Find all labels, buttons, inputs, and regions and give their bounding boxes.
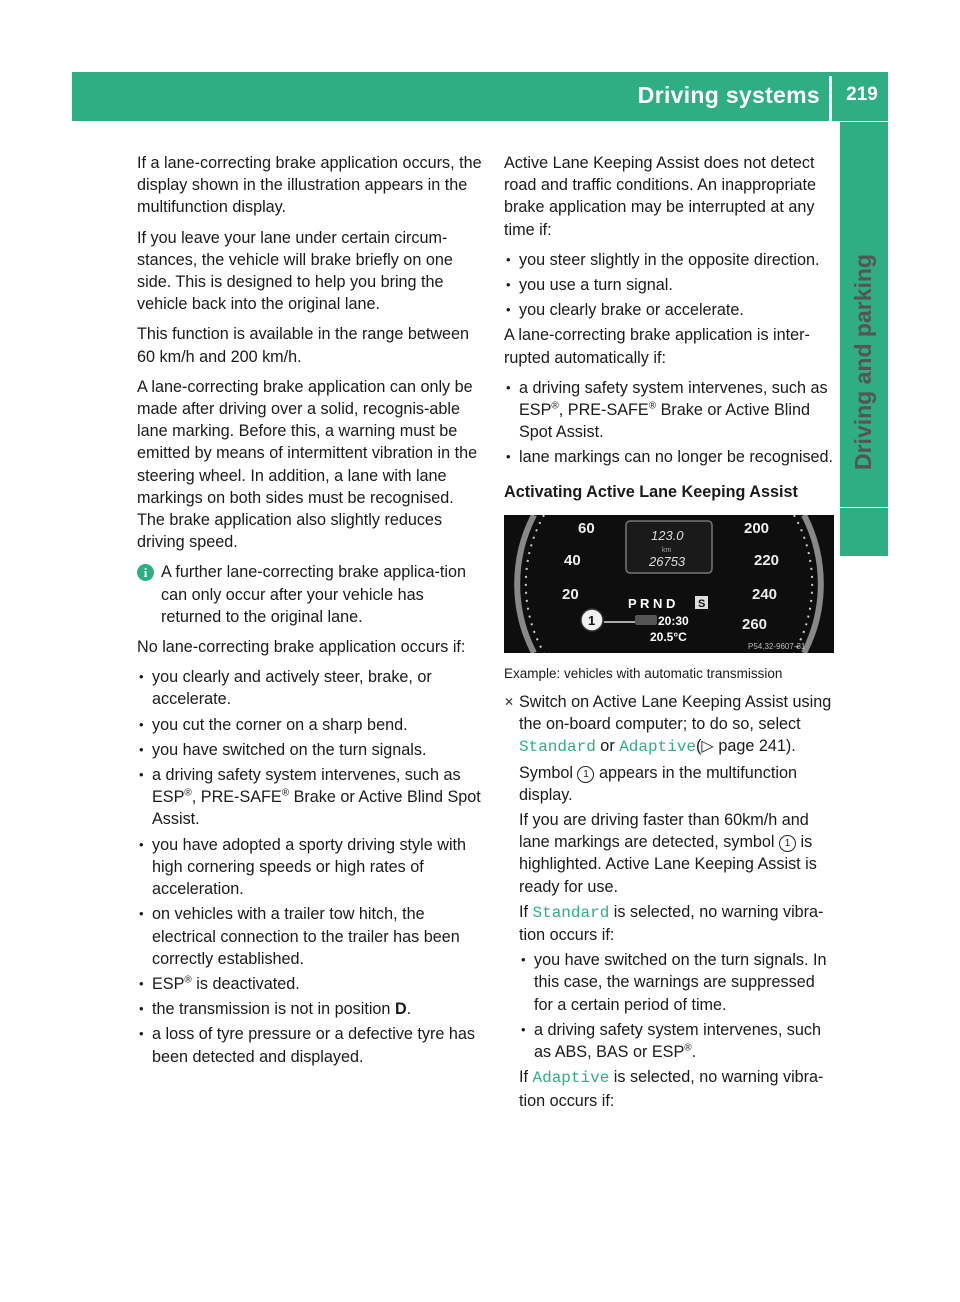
list-item: • lane markings can no longer be recognised.	[504, 446, 834, 468]
paragraph: Symbol 1 appears in the multifunction display.	[519, 763, 797, 804]
paragraph: A lane-correcting brake application can only be made after driving over a solid, recognis-able lane marking. Before this, a warning must be emitted by means of intermittent vibration in the steering wheel. In addition, a lane with lane markings on both sides must be recognised. The brake application also slightly reduces driving speed.	[137, 377, 478, 552]
tick-label: 240	[752, 585, 778, 603]
list-item: • you clearly and actively steer, brake, or accelerate.	[137, 666, 483, 710]
paragraph: If Adaptive is selected, no warning vibra-tion occurs if:	[519, 1068, 824, 1110]
instrument-cluster-figure	[504, 515, 834, 653]
info-note	[137, 561, 483, 628]
chapter-marker	[840, 508, 888, 556]
gear-mode: S	[698, 597, 706, 610]
callout-number: 1	[588, 612, 596, 628]
page-number: 219	[846, 84, 878, 105]
note-text: A further lane-correcting brake applica-tion can only occur after your vehicle has returned to the original lane.	[161, 563, 467, 626]
paragraph: This function is available in the range between 60 km/h and 200 km/h.	[137, 325, 470, 366]
instrument-cluster-illustration	[504, 515, 834, 653]
paragraph: If you leave your lane under certain circum-stances, the vehicle will brake briefly on one side. This is designed to help you bring the vehicle back into the original lane.	[137, 228, 453, 314]
lane-assist-icon	[635, 615, 657, 625]
outside-temp: 20.5°C	[650, 629, 687, 644]
odometer-total: 26753	[649, 553, 686, 569]
info-icon: i	[137, 564, 154, 581]
paragraph: If you are driving faster than 60km/h and lane markings are detected, symbol 1 is highlighted. Active Lane Keeping Assist is ready for use.	[519, 811, 817, 896]
list-item: • you steer slightly in the opposite direction.	[504, 249, 834, 271]
section-heading: Activating Active Lane Keeping Assist	[504, 482, 798, 501]
list-item: • on vehicles with a trailer tow hitch, the electrical connection to the trailer has been correctly established.	[137, 903, 483, 970]
figure-reference: P54.32-9607-31	[748, 641, 806, 651]
clock: 20:30	[658, 613, 689, 628]
list-item: • you use a turn signal.	[504, 274, 834, 296]
list-item: • you have adopted a sporty driving style with high cornering speeds or high rates of acceleration.	[137, 834, 483, 901]
paragraph: If Standard is selected, no warning vibra-tion occurs if:	[519, 902, 824, 945]
list-item: • you have switched on the turn signals.	[137, 739, 483, 761]
right-column	[504, 152, 834, 1120]
list-item: • the transmission is not in position D.	[137, 998, 483, 1020]
gear-indicator: P R N D	[628, 595, 676, 611]
list-item: • ESP® is deactivated.	[137, 973, 483, 995]
list-item: • you cut the corner on a sharp bend.	[137, 714, 483, 736]
left-column	[137, 152, 483, 1071]
tick-label: 200	[744, 519, 770, 537]
figure-caption: Example: vehicles with automatic transmission	[504, 665, 783, 681]
tick-label: 60	[578, 519, 595, 537]
tick-label: 220	[754, 551, 780, 569]
action-step: ✕ Switch on Active Lane Keeping Assist using the on-board computer; to do so, select Standard or Adaptive(▷ page 241).	[504, 691, 834, 759]
paragraph: If a lane-correcting brake application occurs, the display shown in the illustration appears in the multifunction display.	[137, 154, 482, 217]
list-item: • a driving safety system intervenes, such as ABS, BAS or ESP®.	[519, 1019, 834, 1063]
chapter-label: Driving and parking	[850, 254, 876, 470]
tick-label: 260	[742, 615, 768, 633]
symbol-callout: 1	[779, 835, 796, 852]
list-item: • you clearly brake or accelerate.	[504, 299, 834, 321]
odometer-unit: km	[662, 546, 672, 554]
tick-label: 40	[564, 551, 581, 569]
list-item: • you have switched on the turn signals. In this case, the warnings are suppressed for a certain period of time.	[519, 949, 834, 1016]
header-divider	[829, 76, 832, 121]
list-item: • a loss of tyre pressure or a defective tyre has been detected and displayed.	[137, 1023, 483, 1067]
paragraph: Active Lane Keeping Assist does not detect road and traffic conditions. An inappropriate brake application may be interrupted at any time if:	[504, 154, 816, 239]
odometer-trip: 123.0	[651, 527, 684, 543]
paragraph: No lane-correcting brake application occurs if:	[137, 638, 466, 657]
symbol-callout: 1	[577, 766, 594, 783]
list-item: • a driving safety system intervenes, such as ESP®, PRE-SAFE® Brake or Active Blind Spot Assist.	[137, 764, 483, 831]
section-title: Driving systems	[637, 82, 820, 108]
header-bar	[72, 72, 888, 121]
paragraph: A lane-correcting brake application is inter-rupted automatically if:	[504, 326, 810, 367]
list-item: • a driving safety system intervenes, such as ESP®, PRE-SAFE® Brake or Active Blind Spot Assist.	[504, 377, 834, 444]
tick-label: 20	[562, 585, 579, 603]
